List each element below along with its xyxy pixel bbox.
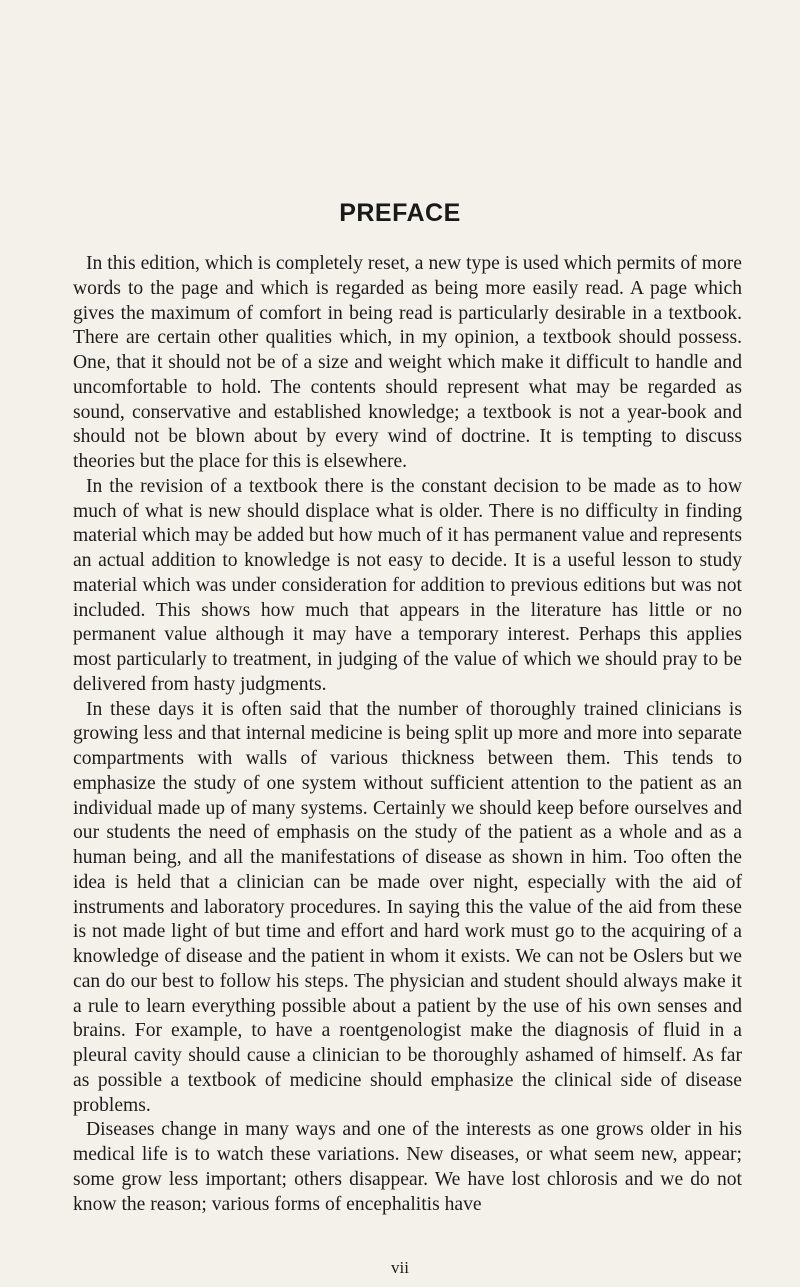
paragraph: In the revision of a textbook there is the constant decision to be made as to how much of what is new should displace what is older. There is no difficulty in finding material which may be added but how much of it has permanent value and represents an actual addition to knowledge is not easy to decide. It is a useful lesson to study material which was under consideration for addition to previous editions but was not included. This shows how much that appears in the literature has little or no permanent value although it may have a temporary interest. Perhaps this applies most particularly to treatment, in judging of the value of which we should pray to be delivered from hasty judgments. [73, 475, 742, 695]
paragraph: Diseases change in many ways and one of the interests as one grows older in his medical life is to watch these variations. New diseases, or what seem new, appear; some grow less important; others disappear. We have lost chlorosis and we do not know the reason; various forms of encephalitis have [73, 1119, 742, 1215]
paragraph: In this edition, which is completely reset, a new type is used which permits of more words to the page and which is regarded as being more easily read. A page which gives the maximum of comfort in being read is particularly desirable in a textbook. There are certain other qualities which, in my opinion, a textbook should possess. One, that it should not be of a size and weight which make it difficult to handle and uncomfortable to hold. The contents should represent what may be regarded as sound, conservative and established knowledge; a textbook is not a year-book and should not be blown about by every wind of doctrine. It is tempting to discuss theories but the place for this is elsewhere. [73, 253, 742, 472]
page-number: vii [391, 1258, 409, 1277]
preface-body [73, 252, 742, 1217]
paragraph: In these days it is often said that the number of thoroughly trained clinicians is growing less and that internal medicine is being split up more and more into separate compartments with walls of various thickness between them. This tends to emphasize the study of one system without sufficient attention to the patient as an individual made up of many systems. Certainly we should keep before ourselves and our students the need of emphasis on the study of the patient as a whole and as a human being, and all the manifestations of disease as shown in him. Too often the idea is held that a clinician can be made over night, especially with the aid of instruments and laboratory procedures. In saying this the value of the aid from these is not made light of but time and effort and hard work must go to the acquiring of a knowledge of disease and the patient in whom it exists. We can not be Oslers but we can do our best to follow his steps. The physician and student should always make it a rule to learn everything possible about a patient by the use of his own senses and brains. For example, to have a roentgenologist make the diagnosis of fluid in a pleural cavity should cause a clinician to be thoroughly ashamed of himself. As far as possible a textbook of medicine should emphasize the clinical side of disease problems. [73, 698, 742, 1116]
page-title: PREFACE [339, 199, 461, 227]
